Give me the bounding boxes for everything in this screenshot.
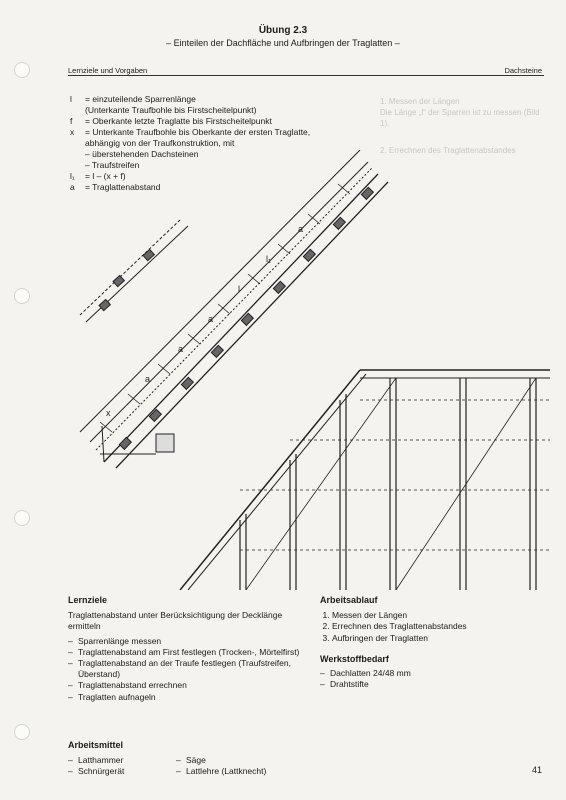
legend-symbol: x [70,127,75,137]
label-x: x [106,408,111,418]
legend-row [70,116,310,127]
page-number: 41 [531,765,542,775]
list-item: – Traglattenabstand errechnen [68,680,310,691]
list-item: – Traglattenabstand am First festlegen (Trocken-, Mörtelfirst) [68,647,310,658]
arbeitsablauf-section [320,595,540,690]
list-item: – Lattlehre (Lattknecht) [176,766,266,777]
legend-symbol: a [70,182,75,192]
lernziele-section [68,595,310,703]
header-rule [68,75,544,76]
werkstoffbedarf-heading: Werkstoffbedarf [320,653,389,664]
legend-text: = l – (x + f) [85,171,126,181]
list-item: 1. Messen der Längen [332,610,540,621]
lernziele-heading: Lernziele [68,595,108,605]
running-header-left: Lernziele und Vorgaben [68,66,148,75]
legend-text: = einzuteilende Sparrenlänge [85,94,196,104]
list-item: – Säge [176,755,266,766]
legend-text: (Unterkante Traufbohle bis Firstscheitelpunkt) [85,105,257,115]
legend-text: abhängig von der Traufkonstruktion, mit [85,138,235,148]
list-item: – Drahtstifte [320,679,540,690]
legend-text: = Oberkante letzte Traglatte bis Firstscheitelpunkt [85,116,272,126]
arbeitsmittel-col2 [176,755,266,777]
label-l: l [238,284,240,294]
label-a: a [178,344,184,354]
list-item: – Schnürgerät [68,766,176,777]
legend-symbol: f [70,116,73,126]
arbeitsablauf-list [320,610,540,644]
arbeitsmittel-section [68,740,368,778]
list-item: – Sparrenlänge messen [68,636,310,647]
legend-symbol: l₁ [70,171,75,181]
legend-text: – Traufstreifen [85,160,140,170]
binder-hole [14,510,30,526]
label-a: a [298,224,304,234]
legend-text: = Unterkante Traufbohle bis Oberkante der ersten Traglatte, [85,127,311,137]
label-a: a [145,374,151,384]
exercise-subtitle: – Einteilen der Dachfläche und Aufbringen der Traglatten – [166,38,400,48]
legend-text: – überstehenden Dachsteinen [85,149,199,159]
legend-row [70,105,310,116]
binder-hole [14,288,30,304]
legend-row [70,94,310,105]
legend-row [70,127,310,138]
roof-batten-diagram [60,150,550,590]
binder-hole [14,62,30,78]
arbeitsmittel-col1 [68,755,176,777]
exercise-title: Übung 2.3 [258,25,308,36]
list-item: 3. Aufbringen der Traglatten [332,633,540,644]
list-item: – Traglatten aufnageln [68,692,310,703]
label-a: a [208,314,214,324]
legend-text: = Traglattenabstand [85,182,161,192]
label-l1: l₁ [266,254,272,264]
arbeitsablauf-heading: Arbeitsablauf [320,595,378,605]
werkstoffbedarf-list [320,668,540,690]
list-item: – Latthammer [68,755,176,766]
arbeitsmittel-heading: Arbeitsmittel [68,740,124,750]
lernziele-intro: Traglattenabstand unter Berücksichtigung der Decklänge ermitteln [68,610,283,632]
running-header-right: Dachsteine [504,66,542,75]
list-item: 2. Errechnen des Traglattenabstandes [332,621,540,632]
binder-hole [14,724,30,740]
legend-row [70,138,310,149]
bleed-through-text: 1. Messen der Längen Die Länge „l“ der Sparren ist zu messen (Bild 1). 2. Errechnen des Traglattenabstandes [380,97,540,155]
list-item: – Dachlatten 24/48 mm [320,668,540,679]
legend-symbol: l [70,94,72,104]
list-item: – Traglattenabstand an der Traufe festlegen (Traufstreifen, Überstand) [68,658,310,680]
lernziele-list [68,636,310,703]
